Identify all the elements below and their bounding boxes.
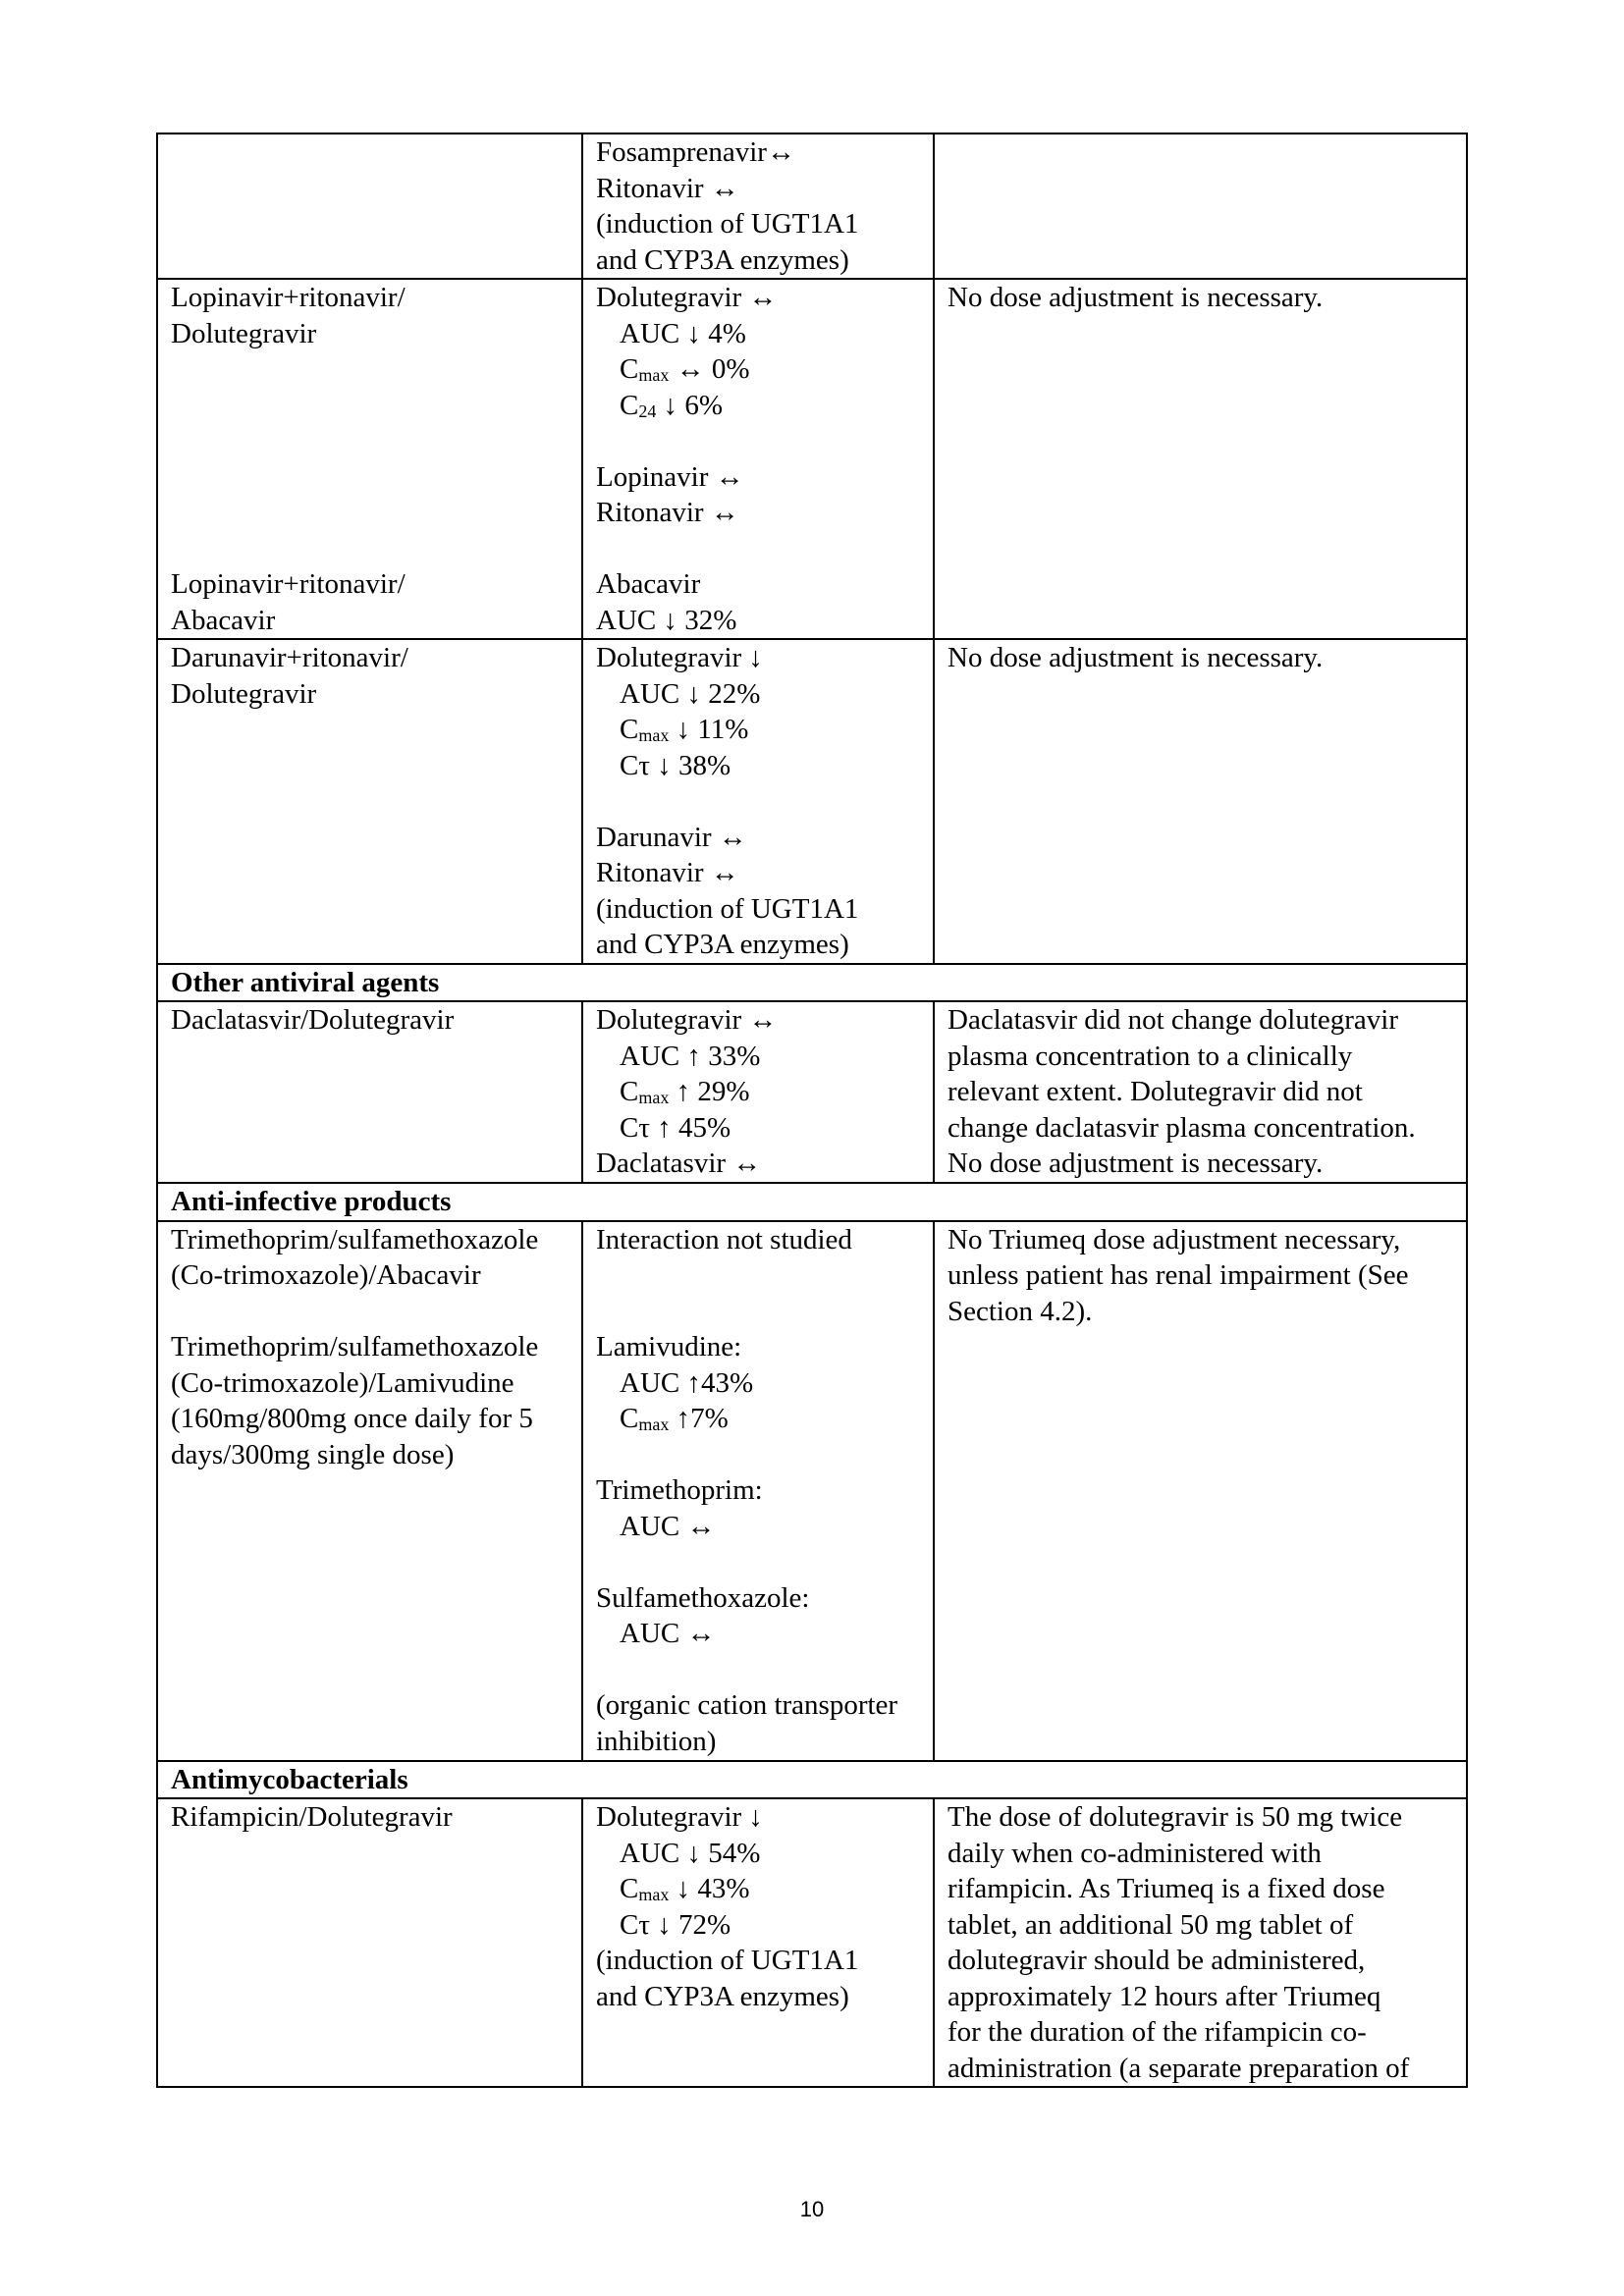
section-heading: Other antiviral agents	[157, 964, 1467, 1002]
recommendation-cell	[934, 1221, 1467, 1761]
text-line: Ritonavir ↔	[596, 497, 739, 528]
text-line	[596, 712, 923, 748]
page-number: 10	[799, 2197, 825, 2221]
text-line: relevant extent. Dolutegravir did not	[947, 1076, 1363, 1107]
text-line: (organic cation transporter	[596, 1689, 898, 1721]
blank-line	[171, 388, 571, 424]
effect-cell	[582, 1001, 934, 1183]
text-line: Trimethoprim:	[596, 1474, 763, 1506]
row-lopinavir	[157, 279, 1467, 639]
text-line: Dolutegravir ↔	[596, 282, 778, 313]
text-line: Abacavir	[596, 568, 701, 600]
text-line: AUC ↓ 4%	[620, 317, 746, 349]
value-text: ↓ 11%	[669, 714, 749, 745]
effect-cell	[582, 279, 934, 639]
symbol-text: C	[620, 389, 639, 421]
text-line: Section 4.2).	[947, 1295, 1093, 1327]
text-line: Dolutegravir ↓	[596, 1801, 763, 1833]
row-rifampicin	[157, 1798, 1467, 2087]
text-line: Lopinavir+ritonavir/	[171, 282, 406, 313]
blank-line	[171, 531, 571, 567]
value-text: ↔ 0%	[669, 353, 750, 385]
text-line	[596, 1401, 923, 1437]
row-cotrimoxazole	[157, 1221, 1467, 1761]
text-line: Lamivudine:	[596, 1331, 742, 1362]
text-line: Lopinavir+ritonavir/	[171, 568, 406, 600]
text-line: Ritonavir ↔	[596, 857, 739, 888]
blank-line	[596, 783, 923, 820]
text-line: (induction of UGT1A1	[596, 1945, 859, 1976]
text-line: (Co-trimoxazole)/Abacavir	[171, 1259, 481, 1291]
subscript-text: max	[638, 365, 670, 385]
text-line: AUC ↓ 32%	[596, 604, 737, 636]
text-line: The dose of dolutegravir is 50 mg twice	[947, 1801, 1403, 1833]
text-line: Sulfamethoxazole:	[596, 1581, 810, 1614]
value-text: ↓ 43%	[669, 1873, 750, 1904]
text-line: Trimethoprim/sulfamethoxazole	[171, 1223, 539, 1255]
blank-line	[596, 1544, 923, 1580]
text-line: approximately 12 hours after Triumeq	[947, 1980, 1381, 2012]
symbol-text: C	[620, 1873, 639, 1904]
text-line: Daclatasvir/Dolutegravir	[171, 1004, 455, 1036]
section-anti-infective	[157, 1183, 1467, 1221]
text-line: Dolutegravir ↓	[596, 642, 763, 673]
text-line: AUC ↑43%	[620, 1366, 754, 1399]
symbol-text: C	[620, 714, 639, 745]
text-line: dolutegravir should be administered,	[947, 1945, 1366, 1976]
text-line: inhibition)	[596, 1725, 717, 1757]
text-line	[596, 1074, 923, 1110]
blank-line	[171, 495, 571, 531]
text-line: and CYP3A enzymes)	[596, 929, 849, 960]
section-heading: Antimycobacterials	[157, 1761, 1467, 1799]
text-line: (induction of UGT1A1	[596, 892, 859, 925]
text-line: No Triumeq dose adjustment necessary,	[947, 1223, 1401, 1255]
interacting-drug-cell	[157, 279, 582, 639]
recommendation-cell	[934, 1798, 1467, 2087]
text-line: change daclatasvir plasma concentration.	[947, 1111, 1416, 1144]
text-line: for the duration of the rifampicin co-	[947, 2016, 1367, 2048]
recommendation-cell	[934, 279, 1467, 639]
text-line: tablet, an additional 50 mg tablet of	[947, 1908, 1354, 1941]
text-line: Dolutegravir	[171, 317, 317, 349]
text-line: AUC ↑ 33%	[620, 1040, 761, 1072]
text-line: Cτ ↓ 72%	[620, 1908, 731, 1941]
blank-line	[171, 459, 571, 496]
subscript-text: max	[638, 725, 670, 745]
row-darunavir	[157, 639, 1467, 964]
blank-line	[596, 1257, 923, 1294]
blank-line	[596, 1294, 923, 1330]
text-line: days/300mg single dose)	[171, 1438, 455, 1470]
text-line: Ritonavir ↔	[596, 172, 739, 204]
text-line: (Co-trimoxazole)/Lamivudine	[171, 1366, 514, 1399]
text-line: Interaction not studied	[596, 1223, 852, 1255]
symbol-text: C	[620, 1076, 639, 1107]
section-heading: Anti-infective products	[157, 1183, 1467, 1221]
text-line: No dose adjustment is necessary.	[947, 1148, 1324, 1179]
text-line: Daclatasvir did not change dolutegravir	[947, 1004, 1399, 1036]
subscript-text: max	[638, 1885, 670, 1904]
text-line: and CYP3A enzymes)	[596, 243, 849, 276]
blank-line	[596, 1652, 923, 1688]
text-line: Fosamprenavir↔	[596, 136, 795, 168]
text-line	[596, 1871, 923, 1907]
value-text: ↓ 6%	[656, 389, 724, 421]
effect-cell	[582, 1221, 934, 1761]
symbol-text: C	[620, 353, 639, 385]
text-line: Rifampicin/Dolutegravir	[171, 1801, 453, 1833]
blank-line	[596, 423, 923, 459]
text-line: administration (a separate preparation of	[947, 2052, 1410, 2084]
text-line: No dose adjustment is necessary.	[947, 642, 1324, 673]
interacting-drug-cell	[157, 639, 582, 964]
interaction-table	[156, 133, 1468, 2088]
text-line: (160mg/800mg once daily for 5	[171, 1403, 533, 1434]
text-line: plasma concentration to a clinically	[947, 1040, 1353, 1072]
text-line: AUC ↔	[620, 1618, 716, 1649]
blank-line	[596, 531, 923, 567]
interacting-drug-cell	[157, 1221, 582, 1761]
text-line: Darunavir+ritonavir/	[171, 642, 408, 673]
effect-cell	[582, 1798, 934, 2087]
text-line: daily when co-administered with	[947, 1837, 1322, 1869]
blank-line	[171, 351, 571, 388]
text-line	[596, 388, 923, 424]
interacting-drug-cell	[157, 133, 582, 279]
subscript-text: 24	[638, 400, 657, 421]
text-line: Cτ ↑ 45%	[620, 1111, 731, 1144]
text-line: AUC ↓ 22%	[620, 677, 761, 710]
section-other-antiviral	[157, 964, 1467, 1002]
subscript-text: max	[638, 1415, 670, 1434]
interaction-table-body	[157, 133, 1467, 2087]
text-line: Dolutegravir	[171, 677, 317, 710]
blank-line	[596, 1437, 923, 1473]
effect-cell	[582, 133, 934, 279]
text-line: unless patient has renal impairment (See	[947, 1259, 1409, 1291]
text-line: Abacavir	[171, 604, 276, 636]
value-text: ↑7%	[669, 1403, 729, 1434]
text-line: No dose adjustment is necessary.	[947, 282, 1324, 313]
text-line: Dolutegravir ↔	[596, 1004, 778, 1036]
subscript-text: max	[638, 1088, 670, 1107]
text-line: and CYP3A enzymes)	[596, 1980, 849, 2012]
text-line: AUC ↔	[620, 1510, 716, 1542]
section-antimycobacterials	[157, 1761, 1467, 1799]
text-line: Cτ ↓ 38%	[620, 749, 731, 781]
blank-line	[171, 1294, 571, 1330]
recommendation-cell	[934, 639, 1467, 964]
symbol-text: C	[620, 1403, 639, 1434]
text-line: AUC ↓ 54%	[620, 1837, 761, 1869]
recommendation-cell	[934, 1001, 1467, 1183]
text-line: rifampicin. As Triumeq is a fixed dose	[947, 1873, 1385, 1904]
interacting-drug-cell	[157, 1798, 582, 2087]
text-line: Darunavir ↔	[596, 821, 747, 853]
effect-cell	[582, 639, 934, 964]
recommendation-cell	[934, 133, 1467, 279]
text-line: Daclatasvir ↔	[596, 1148, 762, 1179]
value-text: ↑ 29%	[669, 1076, 750, 1107]
blank-line	[171, 423, 571, 459]
row-daclatasvir	[157, 1001, 1467, 1183]
text-line	[596, 351, 923, 388]
text-line: Trimethoprim/sulfamethoxazole	[171, 1331, 539, 1362]
text-line: Lopinavir ↔	[596, 460, 744, 493]
row-fosamprenavir-cont	[157, 133, 1467, 279]
text-line: (induction of UGT1A1	[596, 208, 859, 240]
interacting-drug-cell	[157, 1001, 582, 1183]
